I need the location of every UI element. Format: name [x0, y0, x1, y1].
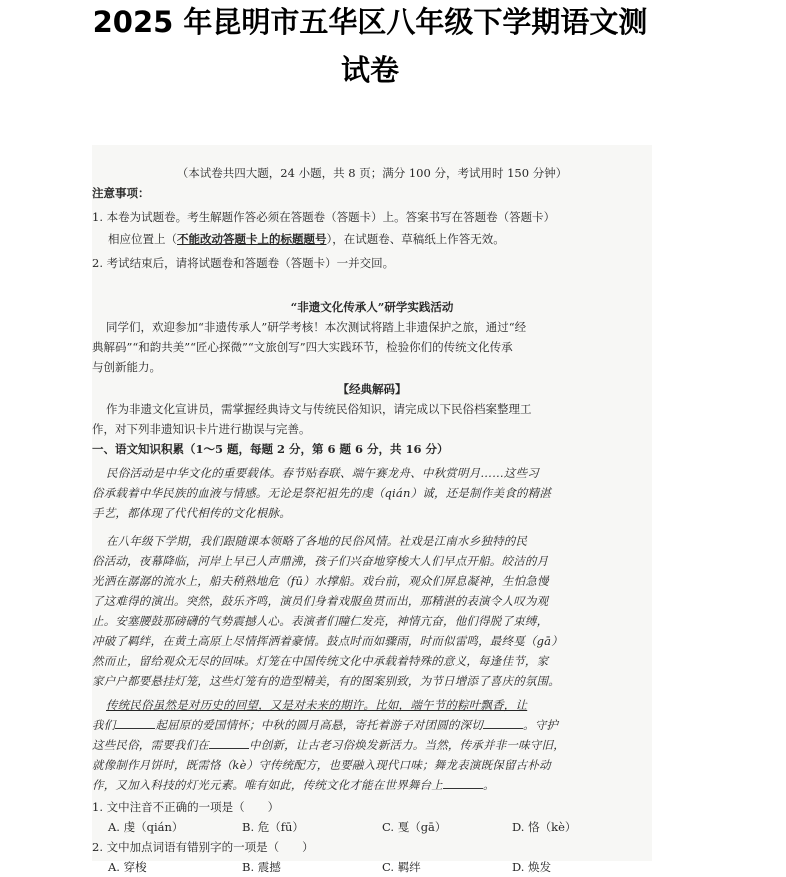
passage-line: 在八年级下学期，我们跟随课本领略了各地的民俗风情。社戏是江南水乡独特的民 [106, 534, 528, 548]
passage-line: 就像制作月饼时，既需恪（kè）守传统配方，也要融入现代口味；舞龙表演既保留古朴动 [92, 758, 551, 772]
part-one-heading: 一、语文知识积累（1～5 题，每题 2 分，第 6 题 6 分，共 16 分） [92, 442, 449, 456]
passage-line-with-blanks [92, 775, 652, 795]
notice-underlined-text: 不能改动答题卡上的标题题号 [177, 232, 327, 246]
passage-line: 光洒在潺潺的流水上，船夫稍熟地危（fū）水撑船。戏台前，观众们屏息凝神，生怕急慢 [92, 574, 549, 588]
option-b: B. 危（fū） [242, 820, 304, 834]
passage-line: 家户户都要悬挂灯笼，这些灯笼有的造型精美，有的图案别致，为节日增添了喜庆的氛围。 [92, 674, 560, 688]
activity-intro-3: 与创新能力。 [92, 360, 161, 374]
passage-line: 传统民俗虽然是对历史的回望，又是对未来的期许。比如，端午节的粽叶飘香，让 [106, 698, 528, 712]
passage-text: 作，又加入科技的灯光元素。唯有如此，传统文化才能在世界舞台上 [92, 778, 443, 792]
section-desc-1: 作为非遗文化宣讲员，需掌握经典诗文与传统民俗知识，请完成以下民俗档案整理工 [106, 402, 532, 416]
passage-line: 民俗活动是中华文化的重要载体。春节贴春联、端午赛龙舟、中秋赏明月……这些习 [106, 466, 539, 480]
passage-text: 。 [483, 778, 495, 792]
passage-text: 这些民俗，需要我们在 [92, 738, 209, 752]
option-a: A. 穿梭 [108, 860, 147, 874]
passage-line: 俗活动，夜幕降临，河岸上早已人声鼎沸，孩子们兴奋地穿梭大人们早点开船。皎洁的月 [92, 554, 549, 568]
notice-item-1-continued [108, 229, 652, 249]
question-2: 2. 文中加点词语有错别字的一项是（ ） [92, 840, 314, 854]
passage-line: 俗承载着中华民族的血液与情感。无论是祭祀祖先的虔（qián）诚，还是制作美食的精湛 [92, 486, 551, 500]
notice-item-1: 1. 本卷为试题卷。考生解题作答必须在答题卷（答题卡）上。答案书写在答题卷（答题卡） [92, 210, 556, 224]
passage-line-with-blanks [92, 715, 652, 735]
document-title-line-2: 试卷 [340, 53, 399, 87]
passage-text: 。守护 [523, 718, 559, 732]
fill-blank [209, 736, 249, 749]
document-title-line-1: 2025 年昆明市五华区八年级下学期语文测 [92, 5, 648, 39]
option-c: C. 羁绊 [382, 860, 421, 874]
option-d: D. 焕发 [512, 860, 552, 874]
exam-info: （本试卷共四大题，24 小题，共 8 页；满分 100 分，考试用时 150 分钟） [176, 166, 568, 180]
option-d: D. 恪（kè） [512, 820, 577, 834]
passage-line: 止。安塞腰鼓那磅礴的气势震撼人心。表演者们瞳仁发亮，神情亢奋，他们得脱了束缚， [92, 614, 549, 628]
passage-line: 然而止，留给观众无尽的回味。灯笼在中国传统文化中承载着特殊的意义，每逢佳节，家 [92, 654, 549, 668]
activity-title: “非遗文化传承人”研学实践活动 [290, 300, 454, 314]
option-b: B. 震撼 [242, 860, 281, 874]
scanned-exam-page [92, 145, 652, 874]
question-1: 1. 文中注音不正确的一项是（ ） [92, 800, 280, 814]
fill-blank [483, 716, 523, 729]
passage-text: 起屈原的爱国情怀；中秋的圆月高悬，寄托着游子对团圆的深切 [155, 718, 484, 732]
notice-item-1-pre: 相应位置上（ [108, 232, 177, 246]
notice-heading: 注意事项： [92, 186, 150, 200]
activity-intro-1: 同学们，欢迎参加“非遗传承人”研学考核！本次测试将踏上非遗保护之旅，通过“经 [106, 320, 527, 334]
passage-line: 了这难得的演出。突然，鼓乐齐鸣，演员们身着戏服鱼贯而出，那精湛的表演令人叹为观 [92, 594, 549, 608]
fill-blank [443, 776, 483, 789]
notice-item-1-post: ），在试题卷、草稿纸上作答无效。 [326, 232, 505, 246]
passage-text: 我们 [92, 718, 116, 732]
section-desc-2: 作，对下列非遗知识卡片进行勘误与完善。 [92, 422, 311, 436]
passage-line: 冲破了羁绊，在黄土高原上尽情挥洒着豪情。鼓点时而如骤雨，时而似雷鸣，最终戛（gā） [92, 634, 563, 648]
passage-line: 手艺，都体现了代代相传的文化根脉。 [92, 506, 291, 520]
option-a: A. 虔（qián） [108, 820, 184, 834]
section-title: 【经典解码】 [337, 382, 407, 396]
passage-line-with-blanks [92, 735, 652, 755]
passage-text: 中创新，让古老习俗焕发新活力。当然，传承并非一味守旧， [249, 738, 565, 752]
option-c: C. 戛（gā） [382, 820, 447, 834]
fill-blank [115, 716, 155, 729]
activity-intro-2: 典解码”“和韵共美”“匠心探微”“文旅创写”四大实践环节，检验你们的传统文化传承 [92, 340, 513, 354]
notice-item-2: 2. 考试结束后，请将试题卷和答题卷（答题卡）一并交回。 [92, 256, 395, 270]
